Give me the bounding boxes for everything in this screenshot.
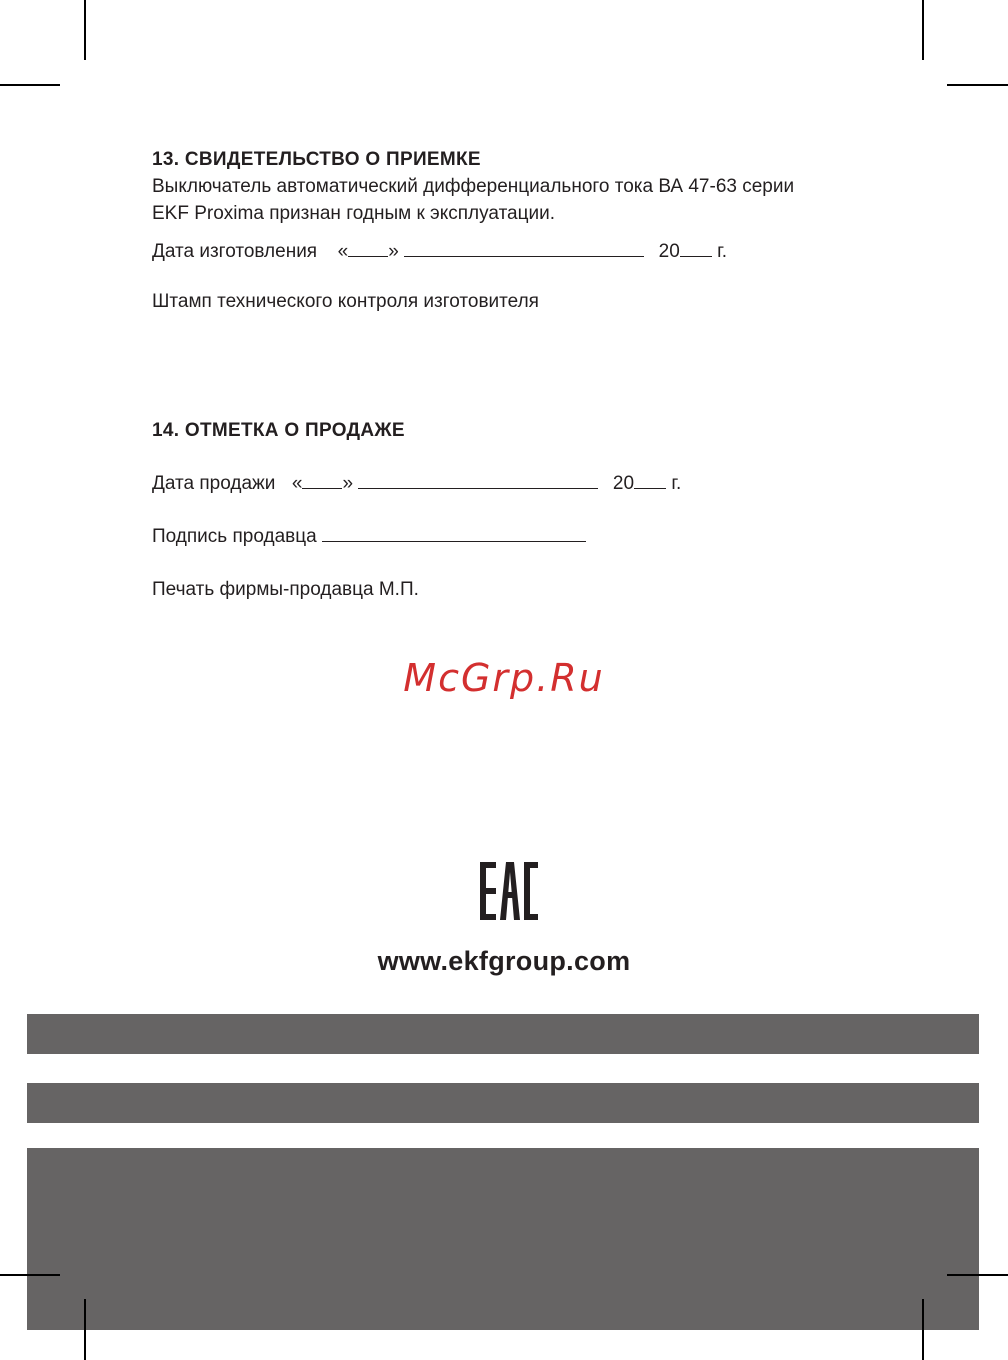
crop-mark-top-right-vertical xyxy=(922,0,924,60)
stamp-label: Штамп технического контроля изготовителя xyxy=(152,291,539,312)
watermark-text: McGrp.Ru xyxy=(403,656,605,700)
manufacture-year-suffix: г. xyxy=(717,241,727,262)
acceptance-text-line-1: Выключатель автоматический дифференциального тока ВА 47-63 серии xyxy=(152,176,795,197)
sale-quote-close: » xyxy=(342,473,354,494)
sale-date-label: Дата продажи xyxy=(152,473,276,494)
website-url: www.ekfgroup.com xyxy=(377,946,631,976)
sale-year-prefix: 20 xyxy=(612,473,635,494)
manufacture-quote-open: « xyxy=(337,241,349,262)
eac-certification-mark xyxy=(480,862,538,920)
acceptance-heading: 13. СВИДЕТЕЛЬСТВО О ПРИЕМКЕ xyxy=(152,149,481,170)
sale-month-blank xyxy=(358,470,598,489)
seller-signature-label: Подпись продавца xyxy=(152,526,317,547)
acceptance-text-line-2: EKF Proxima признан годным к эксплуатации. xyxy=(152,203,556,224)
sale-quote-open: « xyxy=(291,473,303,494)
crop-mark-bottom-right-vertical xyxy=(922,1299,924,1360)
crop-mark-top-left-horizontal xyxy=(0,84,60,86)
seller-signature-row xyxy=(152,523,586,550)
seller-signature-blank xyxy=(322,523,586,542)
manufacture-date-row xyxy=(152,238,727,265)
acceptance-section xyxy=(152,146,794,227)
sale-day-blank xyxy=(302,470,342,489)
crop-mark-bottom-left-horizontal xyxy=(0,1274,60,1276)
sale-heading: 14. ОТМЕТКА О ПРОДАЖЕ xyxy=(152,420,405,441)
footer-band-3 xyxy=(27,1148,979,1330)
crop-mark-top-right-horizontal xyxy=(947,84,1008,86)
footer-band-2 xyxy=(27,1083,979,1123)
crop-mark-top-left-vertical xyxy=(84,0,86,60)
footer-band-1 xyxy=(27,1014,979,1054)
sale-year-suffix: г. xyxy=(671,473,682,494)
manufacture-date-label: Дата изготовления xyxy=(152,241,318,262)
manufacture-year-prefix: 20 xyxy=(658,241,680,262)
crop-mark-bottom-left-vertical xyxy=(84,1299,86,1360)
crop-mark-bottom-right-horizontal xyxy=(947,1274,1008,1276)
manufacture-quote-close: » xyxy=(388,241,399,262)
sale-date-row xyxy=(152,470,681,497)
manufacture-day-blank xyxy=(348,238,388,257)
manufacture-year-blank xyxy=(680,238,712,257)
sale-year-blank xyxy=(634,470,666,489)
manufacture-month-blank xyxy=(404,238,644,257)
seller-seal-label: Печать фирмы-продавца М.П. xyxy=(152,579,419,600)
